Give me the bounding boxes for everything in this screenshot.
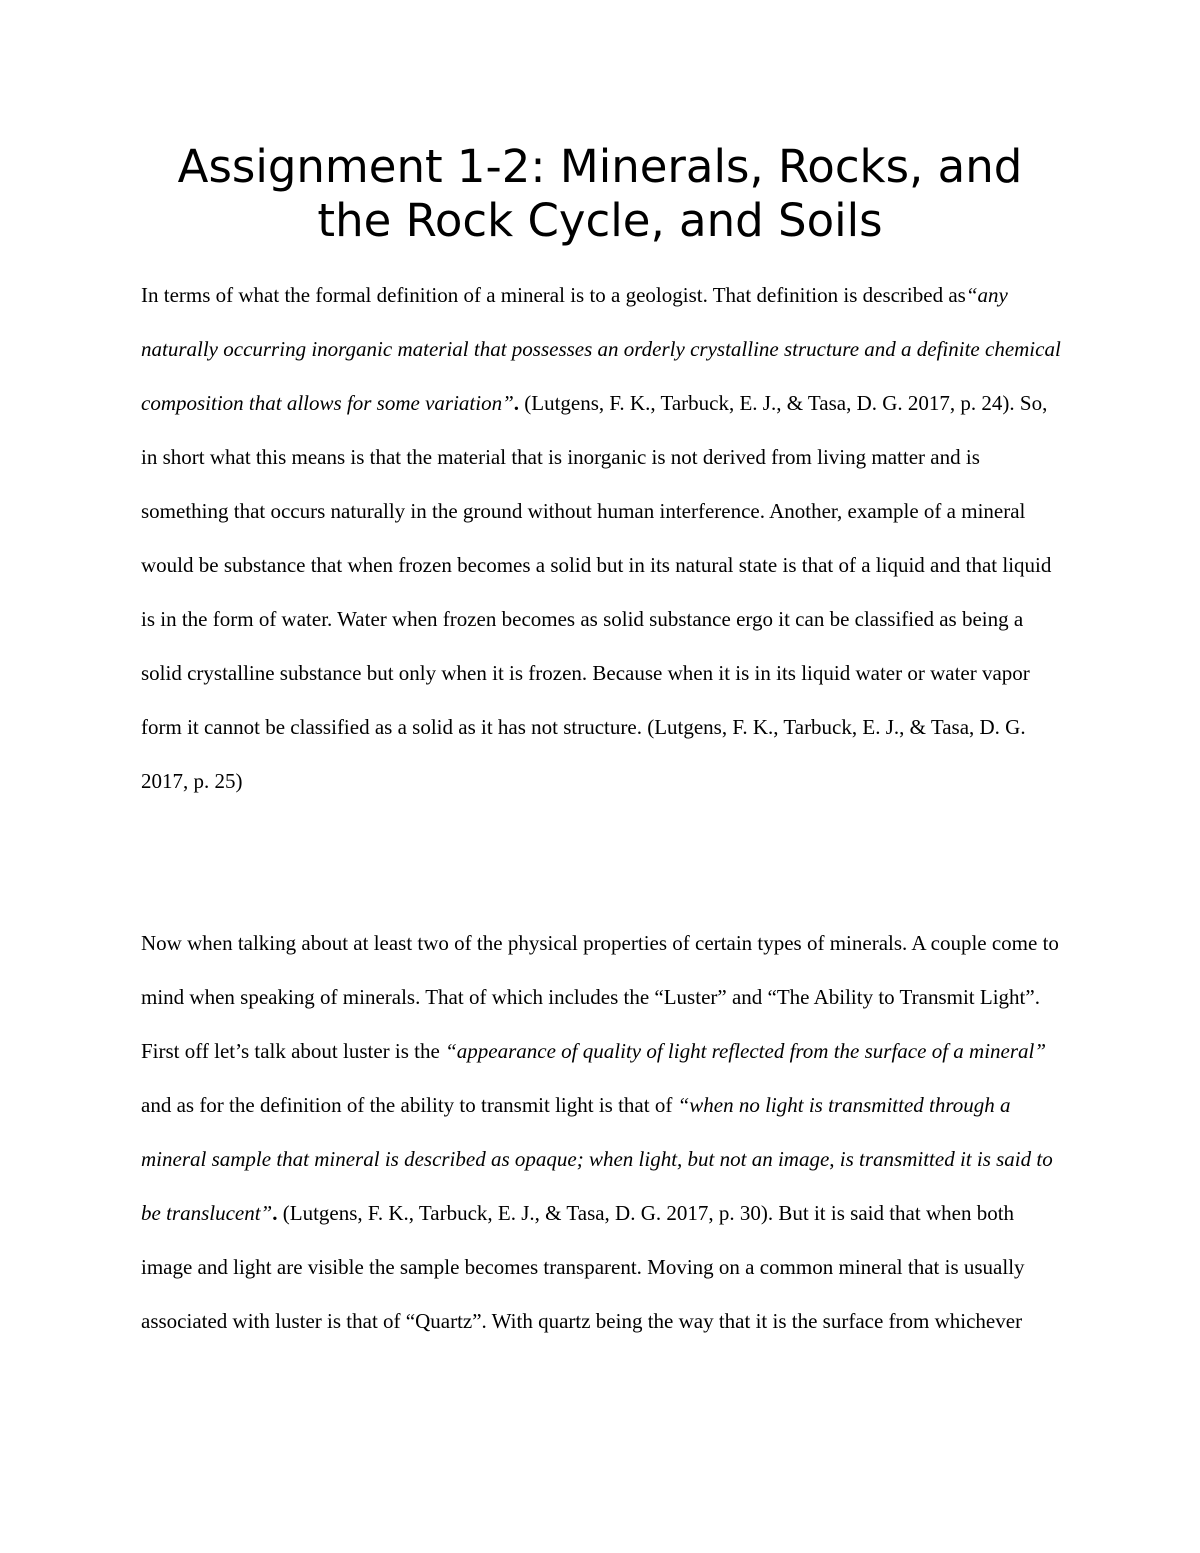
para2-quote-luster: “appearance of quality of light reflected from the surface of a mineral”	[445, 1039, 1047, 1063]
para2-quote-light: “when no light is transmitted through a mineral sample that mineral is described as opaque; when light, but not an image, is transmitted it is said to be translucent”	[141, 1093, 1053, 1225]
paragraph-physical-properties	[141, 916, 1061, 1348]
para1-quote-period: .	[513, 391, 520, 415]
para2-quote-period: .	[272, 1201, 278, 1225]
para2-text-intro: Now when talking about at least two of the physical properties of certain types of minerals. A couple come to mind when speaking of minerals. That of which includes the “Luster” and “The Ability to Transmit Light”. First off let’s talk about luster is the	[141, 931, 1059, 1063]
para1-quote-definition: “any naturally occurring inorganic material that possesses an orderly crystalline structure and a definite chemical composition that allows for some variation”	[141, 283, 1061, 415]
document-title: Assignment 1-2: Minerals, Rocks, and the Rock Cycle, and Soils	[177, 140, 1023, 247]
para2-text-body: (Lutgens, F. K., Tarbuck, E. J., & Tasa, D. G. 2017, p. 30). But it is said that when both image and light are visible the sample becomes transparent. Moving on a common mineral that is usually associated with luster is that of “Quartz”. With quartz being the way that it is the surface from whichever	[141, 1201, 1025, 1333]
para1-text-body: (Lutgens, F. K., Tarbuck, E. J., & Tasa, D. G. 2017, p. 24). So, in short what this means is that the material that is inorganic is not derived from living matter and is something that occurs naturally in the ground without human interference. Another, example of a mineral would be substance that when frozen becomes a solid but in its natural state is that of a liquid and that liquid is in the form of water. Water when frozen becomes as solid substance ergo it can be classified as being a solid crystalline substance but only when it is frozen. Because when it is in its liquid water or water vapor form it cannot be classified as a solid as it has not structure. (Lutgens, F. K., Tarbuck, E. J., & Tasa, D. G. 2017, p. 25)	[141, 391, 1052, 793]
paragraph-mineral-definition	[141, 268, 1061, 808]
para2-text-middle: and as for the definition of the ability to transmit light is that of	[141, 1093, 678, 1117]
para1-text-intro: In terms of what the formal definition of a mineral is to a geologist. That definition is described as	[141, 283, 966, 307]
